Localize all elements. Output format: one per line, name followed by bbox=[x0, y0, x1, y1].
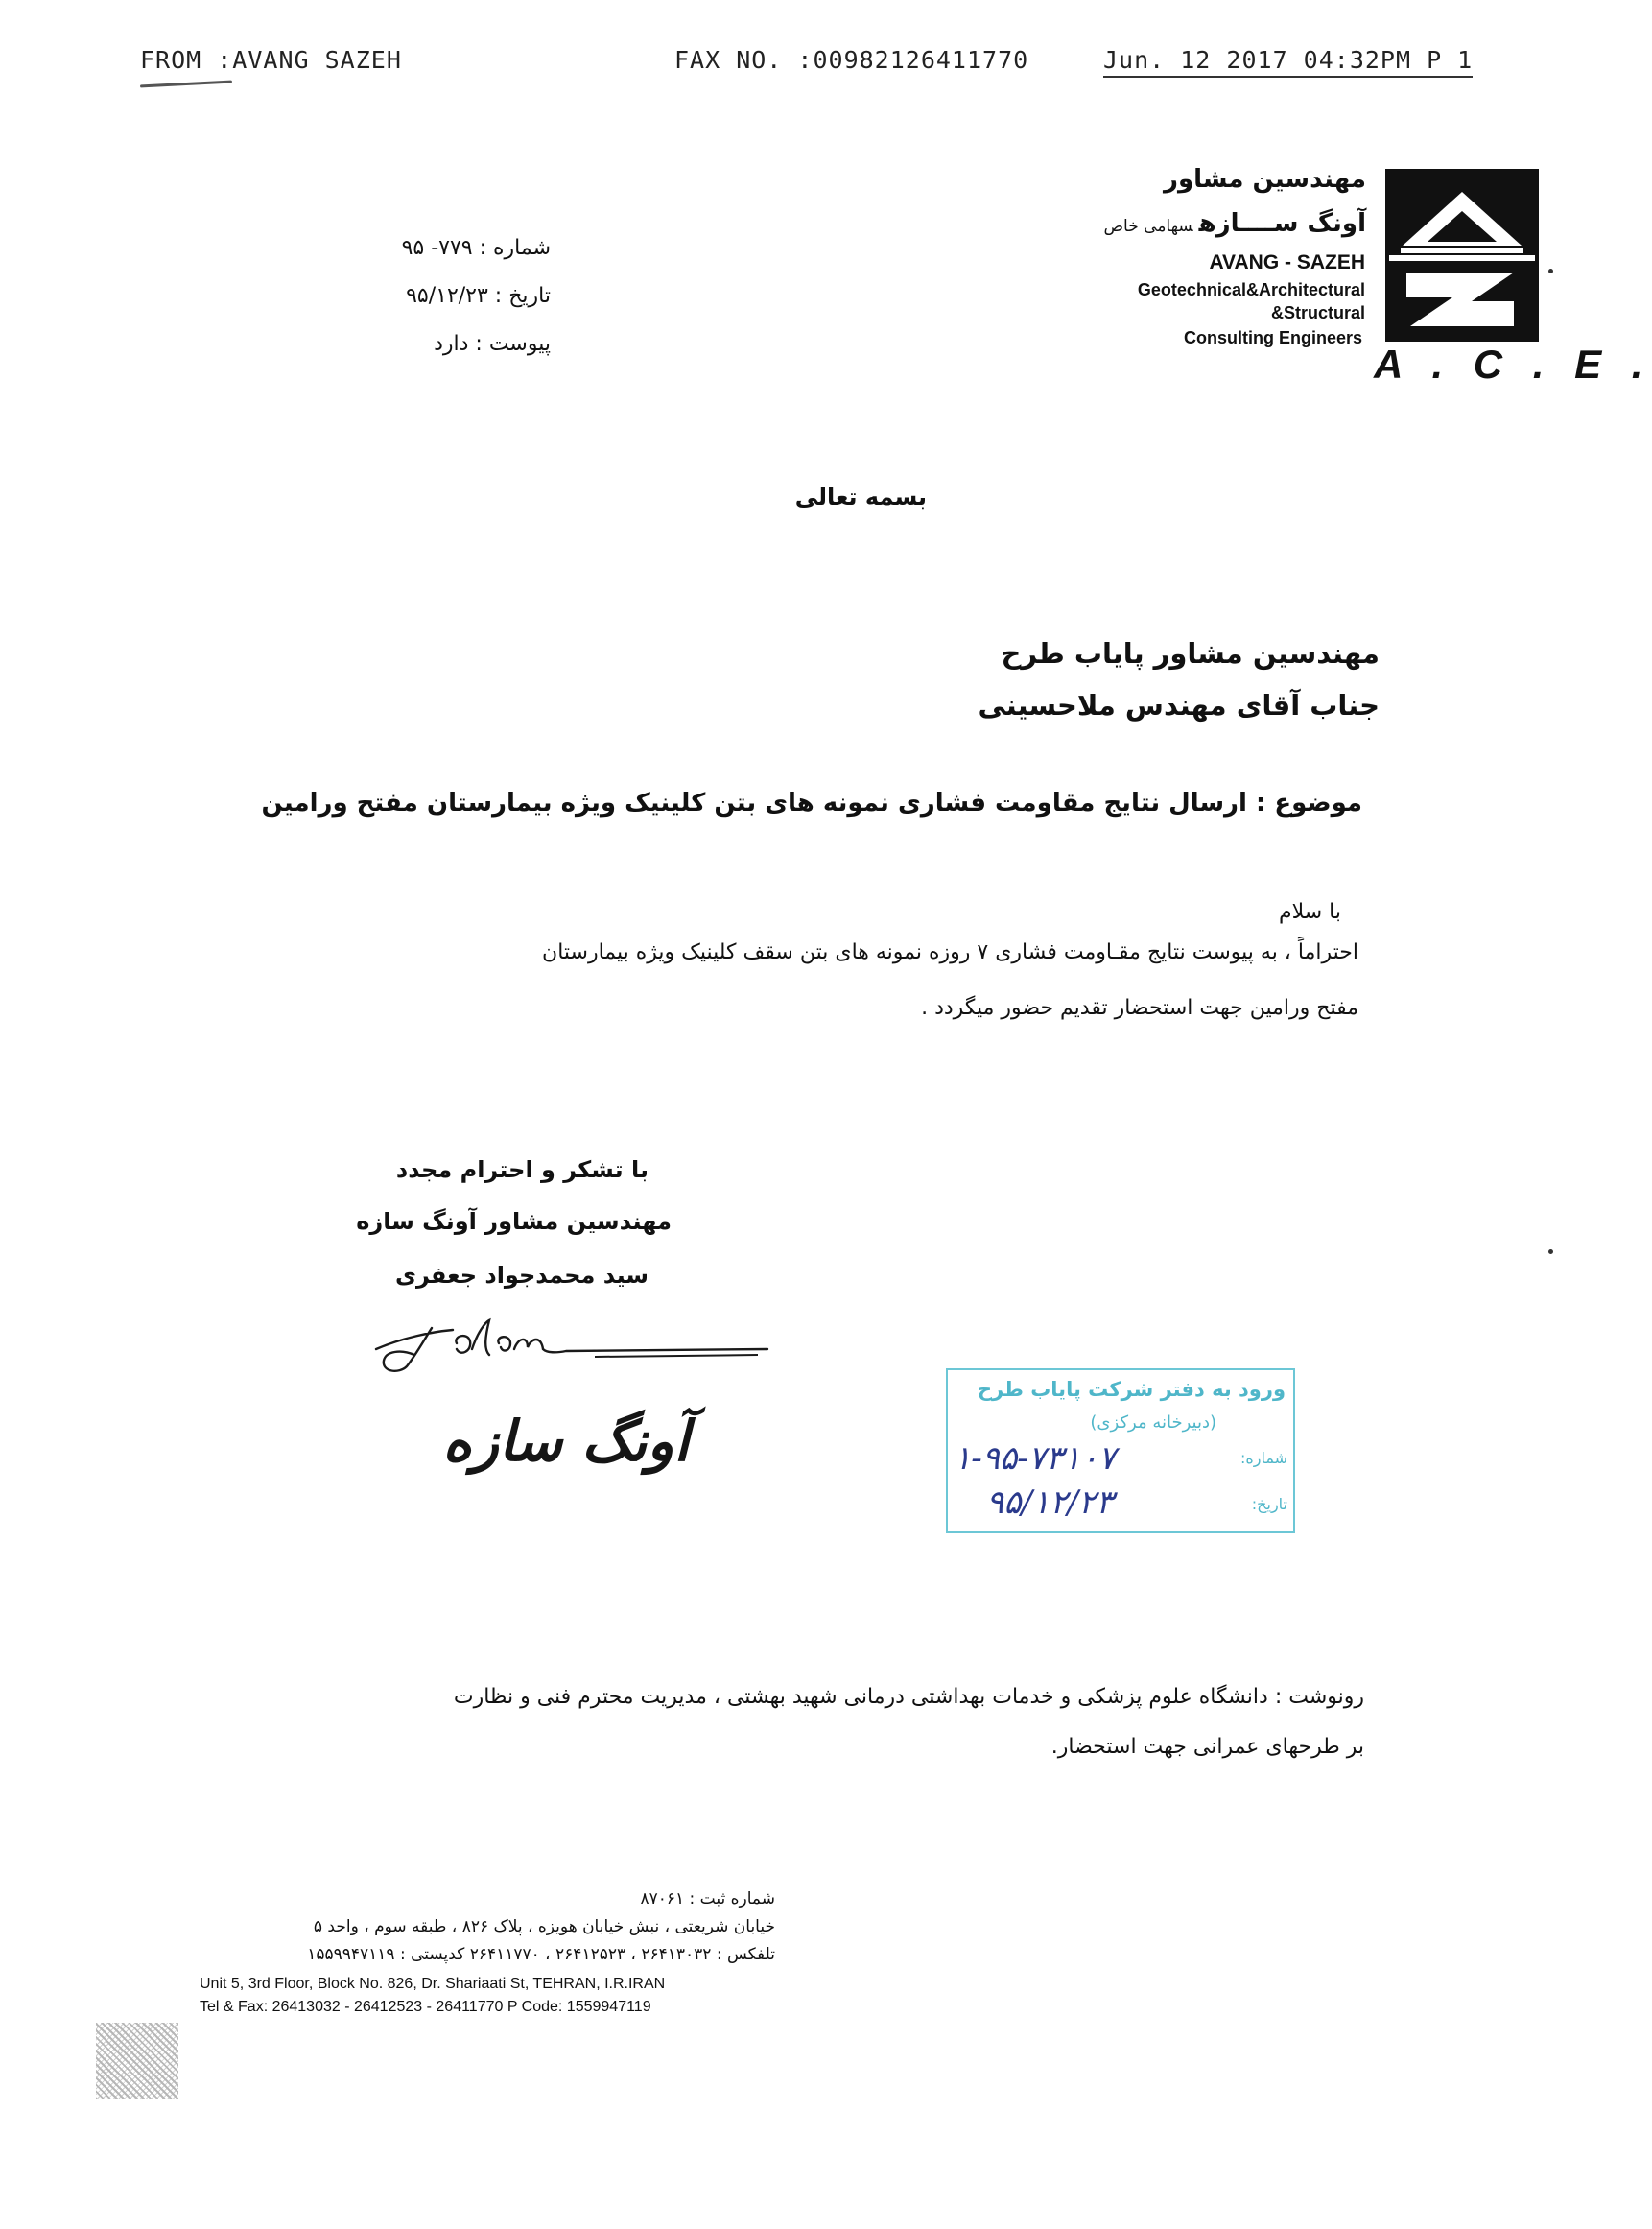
company-logo bbox=[1385, 169, 1539, 342]
pen-mark bbox=[140, 80, 232, 87]
footer-phone-en: Tel & Fax: 26413032 - 26412523 - 26411770 P Code: 1559947119 bbox=[200, 1999, 651, 2015]
company-name-en: AVANG - SAZEH bbox=[1209, 251, 1365, 273]
footer-address-fa: خیابان شریعتی ، نبش خیابان هویزه ، پلاک ۸۲۶ ، طبقه سوم ، واحد ۵ bbox=[313, 1917, 775, 1936]
recipient-person: جناب آقای مهندس ملاحسینی bbox=[978, 689, 1380, 722]
scan-mark bbox=[1548, 269, 1553, 273]
footer-phone-fa: تلفکس : ۲۶۴۱۳۰۳۲ ، ۲۶۴۱۲۵۲۳ ، ۲۶۴۱۱۷۷۰ کدپستی : ۱۵۵۹۹۴۷۱۱۹ bbox=[307, 1945, 775, 1964]
closing-company: مهندسین مشاور آونگ سازه bbox=[356, 1208, 672, 1235]
footer-address-en: Unit 5, 3rd Floor, Block No. 826, Dr. Shariaati St, TEHRAN, I.R.IRAN bbox=[200, 1976, 666, 1992]
letter-subject: موضوع : ارسال نتایج مقاومت فشاری نمونه های بتن کلینیک ویژه بیمارستان مفتح ورامین bbox=[261, 789, 1362, 818]
company-title-fa: مهندسین مشاور bbox=[1164, 165, 1366, 194]
stamp-date-value: ۹۵/۱۲/۲۳ bbox=[986, 1483, 1114, 1522]
stamp-subtitle: (دبیرخانه مرکزی) bbox=[1090, 1412, 1216, 1433]
company-type-fa: سهامی خاص bbox=[1103, 217, 1193, 236]
letter-date: تاریخ : ۹۵/۱۲/۲۳ bbox=[406, 284, 551, 308]
receipt-stamp bbox=[946, 1368, 1295, 1533]
letter-attachment: پیوست : دارد bbox=[434, 332, 551, 356]
scan-mark bbox=[1548, 1249, 1553, 1254]
recipient-company: مهندسین مشاور پایاب طرح bbox=[1001, 637, 1380, 670]
fax-number: FAX NO. :00982126411770 bbox=[674, 46, 1029, 74]
company-desc-line2: &Structural bbox=[1270, 303, 1365, 322]
stamp-title: ورود به دفتر شرکت پایاب طرح bbox=[977, 1378, 1286, 1401]
company-desc-line3: Consulting Engineers bbox=[1183, 328, 1362, 347]
closing-regards: با تشکر و احترام مجدد bbox=[395, 1156, 649, 1183]
bismillah: بسمه تعالی bbox=[794, 484, 927, 510]
letter-number: شماره : ۷۷۹- ۹۵ bbox=[401, 236, 551, 260]
company-desc-line1: Geotechnical&Architectural bbox=[1137, 280, 1365, 299]
qr-code-icon bbox=[96, 2023, 178, 2099]
stamp-date-label: تاریخ: bbox=[1251, 1495, 1287, 1513]
fax-from: FROM :AVANG SAZEH bbox=[140, 46, 402, 74]
logo-ace-text: A . C . E . bbox=[1374, 342, 1652, 387]
body-line-1: احتراماً ، به پیوست نتایج مقـاومت فشاری ۷ روزه نمونه های بتن سقف کلینیک ویژه بیمارستان bbox=[542, 940, 1358, 964]
footer-registration: شماره ثبت : ۸۷۰۶۱ bbox=[640, 1889, 775, 1909]
company-name-fa bbox=[1104, 209, 1367, 238]
body-line-2: مفتح ورامین جهت استحضار تقدیم حضور میگردد . bbox=[921, 996, 1358, 1020]
company-seal-icon bbox=[422, 1391, 710, 1497]
stamp-number-value: ۱-۹۵-۷۳۱۰۷ bbox=[954, 1439, 1117, 1478]
signature-icon bbox=[365, 1293, 787, 1380]
cc-line-1: رونوشت : دانشگاه علوم پزشکی و خدمات بهداشتی درمانی شهید بهشتی ، مدیریت محترم فنی و نظارت bbox=[453, 1685, 1364, 1709]
cc-line-2: بر طرحهای عمرانی جهت استحضار. bbox=[1050, 1735, 1364, 1759]
logo-mark-icon bbox=[1389, 173, 1535, 338]
signer-name: سید محمدجواد جعفری bbox=[394, 1262, 649, 1289]
stamp-number-label: شماره: bbox=[1239, 1449, 1287, 1467]
svg-text:آونگ سازه: آونگ سازه bbox=[442, 1409, 690, 1474]
greeting: با سلام bbox=[1278, 900, 1341, 924]
fax-datetime: Jun. 12 2017 04:32PM P 1 bbox=[1103, 46, 1473, 78]
company-name-fa-text: آونگ ســــازه bbox=[1198, 209, 1366, 238]
